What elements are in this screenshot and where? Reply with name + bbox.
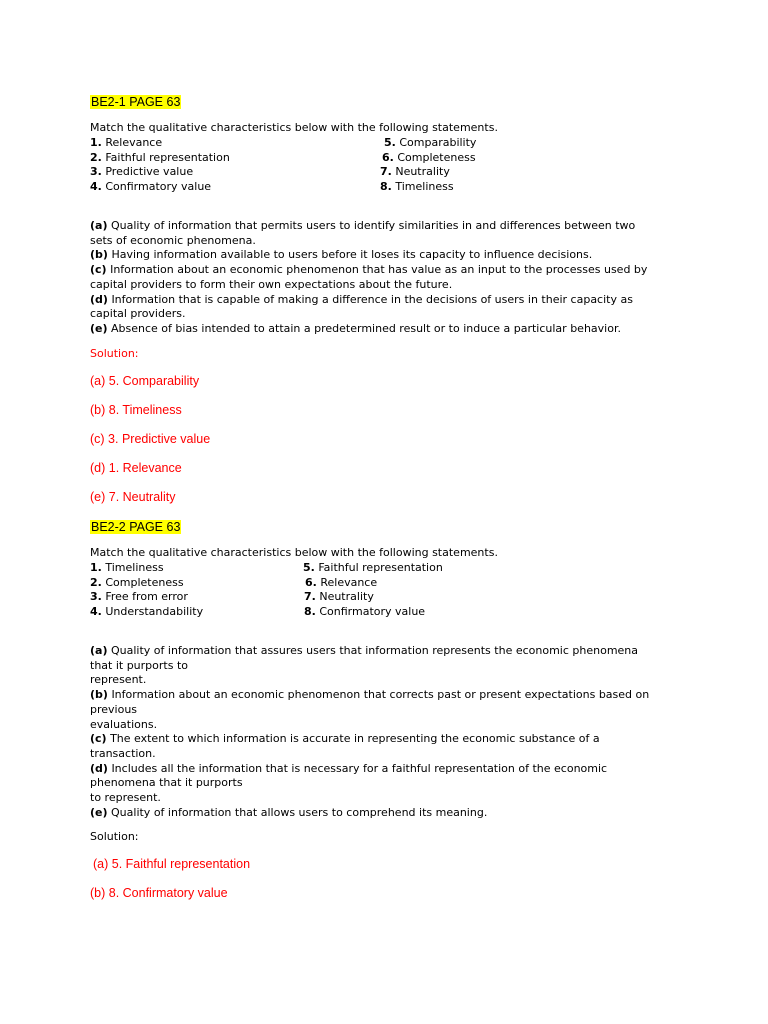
statement-text: sets of economic phenomena. — [90, 233, 256, 247]
option-label: Relevance — [320, 575, 378, 589]
statement-text: Quality of information that permits users to identify similarities in and differences between two — [110, 219, 636, 232]
section2-heading: BE2-2 PAGE 63 — [91, 520, 181, 534]
option-label: Completeness — [105, 575, 184, 589]
section1-answer: (c) 3. Predictive value — [90, 432, 211, 446]
statement-letter: (c) — [90, 732, 107, 746]
option-number: 1. — [90, 136, 102, 149]
statement-text: Information that is capable of making a difference in the decisions of users in their capacity as — [111, 292, 633, 306]
option-number: 5. — [384, 136, 396, 149]
option-number: 4. — [90, 180, 102, 194]
section1-option — [90, 165, 193, 180]
section1-option — [90, 180, 211, 195]
statement-text: Absence of bias intended to attain a predetermined result or to induce a particular behavior. — [111, 321, 621, 335]
section1-option — [380, 180, 454, 195]
statement — [90, 688, 680, 732]
statement-letter: (d) — [90, 761, 108, 775]
option-label: Completeness — [397, 150, 476, 164]
option-number: 3. — [90, 165, 102, 179]
option-label: Faithful representation — [105, 150, 230, 164]
statement-text: Includes all the information that is necessary for a faithful representation of the economic — [111, 761, 608, 775]
option-number: 6. — [382, 150, 394, 164]
statement-letter: (d) — [90, 292, 108, 306]
section2-answer: (b) 8. Confirmatory value — [90, 886, 228, 900]
section1-option — [90, 136, 162, 151]
option-label: Timeliness — [395, 180, 454, 194]
statement-text: transaction. — [90, 746, 156, 760]
statement-text: previous — [90, 702, 138, 716]
option-label: Confirmatory value — [105, 180, 212, 194]
section2-option — [90, 561, 164, 576]
section1-option — [90, 151, 230, 166]
section1-option — [384, 136, 476, 151]
option-label: Confirmatory value — [319, 605, 426, 619]
section2-statements — [90, 644, 680, 820]
section1-statements — [90, 219, 680, 337]
section1-option — [382, 151, 476, 166]
statement — [90, 219, 680, 248]
statement-letter: (a) — [90, 219, 108, 232]
statement-text: represent. — [90, 673, 147, 687]
section1-answer: (e) 7. Neutrality — [90, 490, 176, 504]
option-number: 2. — [90, 575, 102, 589]
option-label: Free from error — [105, 590, 188, 604]
option-label: Predictive value — [105, 165, 194, 179]
statement-text: Information about an economic phenomenon that corrects past or present expectations based on — [111, 688, 650, 702]
option-number: 7. — [380, 165, 392, 179]
statement — [90, 732, 680, 761]
section2-answer: (a) 5. Faithful representation — [93, 857, 251, 871]
statement — [90, 248, 680, 263]
option-number: 6. — [305, 575, 317, 589]
section2-option — [303, 561, 443, 576]
statement-text: that it purports to — [90, 658, 188, 672]
section1-option — [380, 165, 450, 180]
section2-solution-label: Solution: — [90, 830, 139, 843]
statement-text: to represent. — [90, 791, 161, 805]
statement — [90, 806, 680, 821]
option-label: Timeliness — [105, 561, 164, 574]
statement-text: phenomena that it purports — [90, 776, 243, 790]
section1-answer: (a) 5. Comparability — [90, 374, 200, 388]
statement-letter: (e) — [90, 805, 108, 819]
statement-text: capital providers to form their own expectations about the future. — [90, 277, 453, 291]
section2-option — [90, 605, 203, 620]
option-number: 8. — [380, 180, 392, 194]
option-label: Understandability — [105, 605, 204, 619]
statement-text: The extent to which information is accurate in representing the economic substance of a — [110, 732, 600, 746]
option-label: Relevance — [105, 136, 163, 149]
statement-letter: (c) — [90, 263, 107, 277]
statement-text: evaluations. — [90, 717, 158, 731]
section2-option — [304, 590, 374, 605]
statement — [90, 293, 680, 322]
option-number: 4. — [90, 605, 102, 619]
statement-letter: (a) — [90, 644, 108, 657]
section1-heading: BE2-1 PAGE 63 — [91, 95, 181, 109]
section1-solution-label: Solution: — [90, 347, 139, 360]
section1-answer: (d) 1. Relevance — [90, 461, 182, 475]
statement-text: Quality of information that allows users to comprehend its meaning. — [111, 805, 488, 819]
statement-text: Quality of information that assures users that information represents the economic phenomena — [110, 644, 639, 657]
statement-text: Having information available to users before it loses its capacity to influence decisions. — [111, 248, 593, 262]
statement-letter: (b) — [90, 248, 108, 262]
statement — [90, 762, 680, 806]
option-number: 8. — [304, 605, 316, 619]
option-number: 3. — [90, 590, 102, 604]
option-number: 7. — [304, 590, 316, 604]
statement-text: Information about an economic phenomenon that has value as an input to the processes used by — [110, 263, 648, 277]
statement — [90, 263, 680, 292]
statement-text: capital providers. — [90, 307, 186, 321]
option-number: 1. — [90, 561, 102, 574]
section1-answer: (b) 8. Timeliness — [90, 403, 182, 417]
option-label: Neutrality — [319, 590, 374, 604]
section2-option — [90, 590, 188, 605]
section1-intro: Match the qualitative characteristics below with the following statements. — [90, 121, 498, 134]
option-label: Comparability — [399, 136, 477, 149]
section2-intro: Match the qualitative characteristics below with the following statements. — [90, 546, 498, 559]
option-label: Faithful representation — [318, 561, 443, 574]
section2-option — [305, 576, 377, 591]
option-number: 5. — [303, 561, 315, 574]
statement — [90, 322, 680, 337]
option-label: Neutrality — [395, 165, 450, 179]
statement-letter: (b) — [90, 688, 108, 702]
statement — [90, 644, 680, 688]
section2-option — [90, 576, 184, 591]
statement-letter: (e) — [90, 321, 108, 335]
option-number: 2. — [90, 150, 102, 164]
section2-option — [304, 605, 425, 620]
